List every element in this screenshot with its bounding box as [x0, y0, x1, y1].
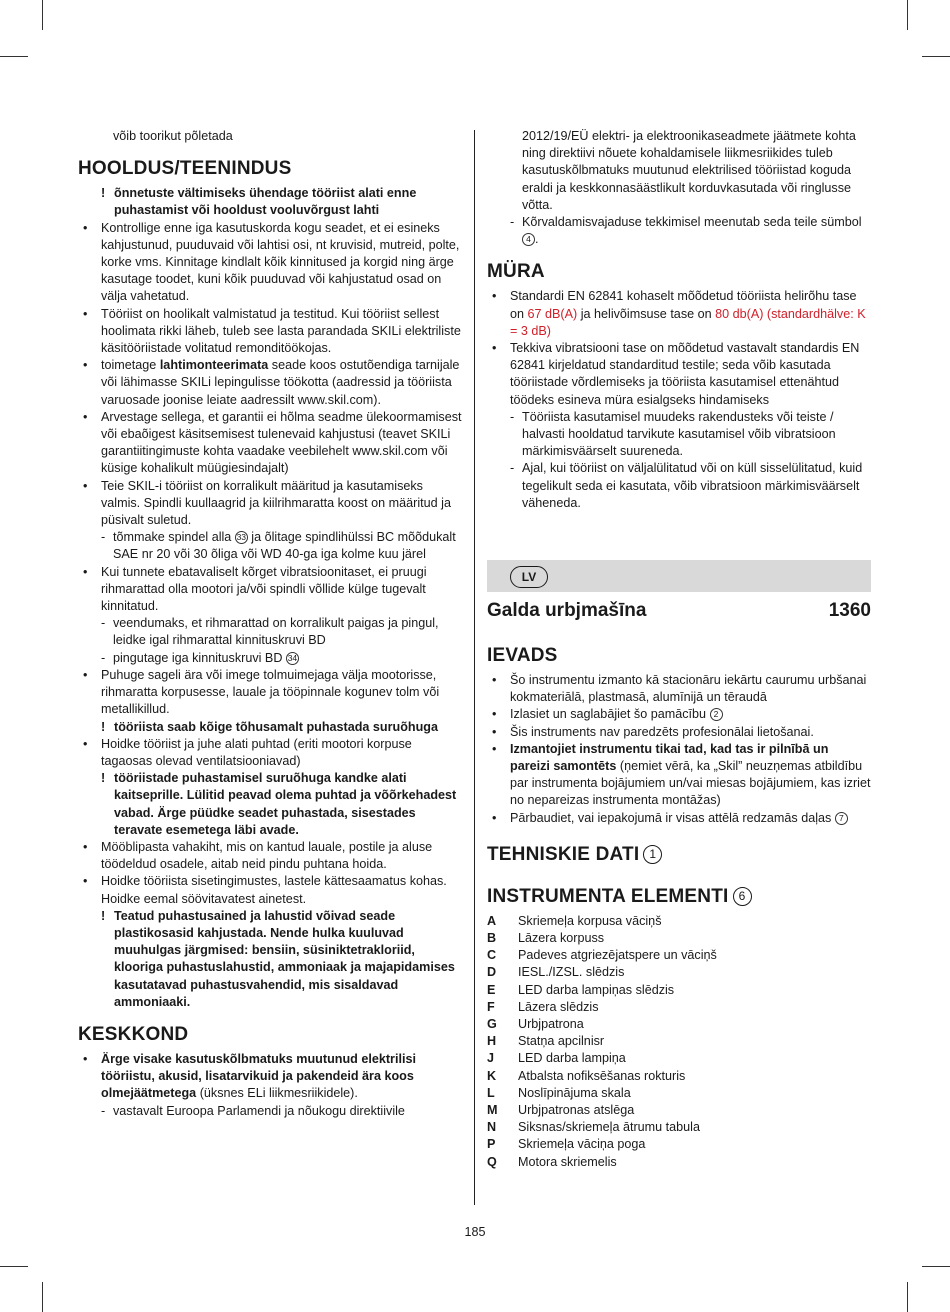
- heading-keskkond: KESKKOND: [78, 1023, 189, 1045]
- part-key: B: [487, 931, 497, 946]
- parts-list: [487, 913, 871, 1171]
- list-item: • Ärge visake kasutuskõlbmatuks muutunud elektrilisi tööriistu, akusid, lisatarvikuid ja pakendeid ära koos olmejäätmetega (üksnes ELi liikmesriikidele).: [83, 1051, 416, 1101]
- heading-ievads: IEVADS: [487, 645, 558, 666]
- part-label: LED darba lampiņas slēdzis: [518, 982, 675, 997]
- parts-list-item: [487, 1033, 871, 1050]
- list-item: • Izmantojiet instrumentu tikai tad, kad tas ir pilnībā un pareizi samontēts (ņemiet vērā, ka „Skil” neuzņemas atbildību par instrumenta bojājumiem un/vai miesas bojājumiem, kas izriet no nepareizas instrumenta montāžas): [492, 741, 871, 808]
- part-key: Q: [487, 1154, 497, 1169]
- product-number: 1360: [828, 600, 871, 621]
- part-key: K: [487, 1068, 497, 1083]
- list-item: • Šis instruments nav paredzēts profesionālai lietošanai.: [492, 724, 814, 739]
- parts-list-item: [487, 913, 871, 930]
- part-key: E: [487, 982, 496, 997]
- parts-list-item: [487, 947, 871, 964]
- part-key: C: [487, 948, 497, 963]
- part-key: D: [487, 965, 497, 980]
- ref-number: 7: [835, 812, 848, 825]
- ref-number: 34: [287, 652, 298, 663]
- part-label: Motora skriemelis: [518, 1154, 617, 1169]
- heading-elementi: INSTRUMENTA ELEMENTI 6: [487, 885, 871, 909]
- part-label: LED darba lampiņa: [518, 1051, 626, 1066]
- parts-list-item: [487, 1016, 871, 1033]
- part-key: F: [487, 999, 495, 1014]
- parts-list-item: [487, 982, 871, 999]
- part-label: Noslīpinājuma skala: [518, 1085, 631, 1100]
- ref-number: 2: [710, 708, 723, 721]
- sub-item: - tõmmake spindel alla 33 ja õlitage spindlihülssi BC mõõdukalt SAE nr 20 või 30 õliga või WD 40-ga iga kolme kuu järel: [101, 530, 456, 562]
- list-item: • Standardi EN 62841 kohaselt mõõdetud tööriista helirõhu tase on 67 dB(A) ja helivõimsuse tase on 80 db(A) (standardhälve: K = 3 dB): [492, 289, 866, 338]
- list-item: • Puhuge sageli ära või imege tolmuimejaga välja mootorisse, rihmaratta korpusesse, lauale ja tööpinnale kogunev tolm või metallikillud.: [83, 667, 440, 717]
- warning-item: ! õnnetuste vältimiseks ühendage tööriist alati enne puhastamist või hooldust vooluvõrgust lahti: [101, 186, 417, 218]
- sub-item: - vastavalt Euroopa Parlamendi ja nõukogu direktiivile: [101, 1103, 405, 1118]
- sub-item: - veendumaks, et rihmarattad on korralikult paigas ja pingul, leidke igal rihmarattal kinnituskruvi BD: [101, 616, 439, 648]
- product-title: Galda urbjmašīna: [487, 600, 647, 621]
- part-key: H: [487, 1034, 497, 1049]
- ref-number: 4: [522, 233, 535, 246]
- list-item: • Šo instrumentu izmanto kā stacionāru iekārtu caurumu urbšanai kokmateriālā, plastmasā, alumīnijā un tēraudā: [492, 673, 867, 705]
- list-item: • Pārbaudiet, vai iepakojumā ir visas attēlā redzamās daļas 7: [487, 810, 871, 827]
- list-item: • Hoidke tööriista sisetingimustes, lastele kättesaamatus kohas. Hoidke eemal söövitavatest ainetest.: [83, 874, 447, 906]
- list-item: • Teie SKIL-i tööriist on korralikult määritud ja kasutamiseks valmis. Spindli kuullaagrid ja kiilrihmaratta koost on määritud ja püsivalt suletud.: [83, 478, 451, 528]
- column-divider: [474, 130, 475, 1205]
- list-item: • Kontrollige enne iga kasutuskorda kogu seadet, et ei esineks kahjustunud, puuduvaid või lahtisi osi, nt kruvisid, mutreid, polte, korke vms. Kinnitage kindlalt kõik kinnitused ja korgid ning ärge kasutage toodet, kuni kõik puuduvad või kahjustatud osad on välja vahetatud.: [83, 220, 460, 304]
- parts-list-item: [487, 1102, 871, 1119]
- part-label: Lāzera korpuss: [518, 931, 605, 946]
- right-column: [487, 128, 871, 512]
- heading-mura: MÜRA: [487, 261, 545, 283]
- parts-list-item: [487, 1154, 871, 1171]
- sub-item: - Tööriista kasutamisel muudeks rakendusteks või teiste / halvasti hooldatud tarvikute kasutamisel võib vibratsioon märkimisväärselt suureneda.: [510, 409, 836, 459]
- parts-list-item: [487, 999, 871, 1016]
- list-item: • Hoidke tööriist ja juhe alati puhtad (eriti mootori korpuse tagaosas olevad ventilatsiooniavad): [83, 736, 412, 768]
- part-label: IESL./IZSL. slēdzis: [518, 965, 625, 980]
- parts-list-item: [487, 1119, 871, 1136]
- parts-list-item: [487, 964, 871, 981]
- crop-mark: [0, 1266, 28, 1267]
- ref-number: 1: [643, 845, 662, 864]
- page-number: 185: [464, 1225, 486, 1239]
- warning-item: ! tööriista saab kõige tõhusamalt puhastada suruõhuga: [101, 719, 438, 734]
- list-item: • Tööriist on hoolikalt valmistatud ja testitud. Kui tööriist sellest hoolimata rikki läheb, tuleb see lasta parandada SKILi elektriliste käsitööriistade volitatud remonditöökojas.: [83, 306, 461, 356]
- list-item: • Izlasiet un saglabājiet šo pamācību 2: [487, 706, 871, 723]
- sub-item: - Kõrvaldamisvajaduse tekkimisel meenutab seda teile sümbol 4 .: [510, 215, 862, 247]
- part-key: A: [487, 913, 497, 928]
- part-key: J: [487, 1051, 495, 1066]
- part-label: Atbalsta nofiksēšanas rokturis: [518, 1068, 686, 1083]
- part-label: Lāzera slēdzis: [518, 999, 599, 1014]
- parts-list-item: [487, 1050, 871, 1067]
- intro-line: võib toorikut põletada: [113, 129, 233, 143]
- parts-list-item: [487, 1068, 871, 1085]
- parts-list-item: [487, 1085, 871, 1102]
- part-label: Urbjpatrona: [518, 1017, 584, 1032]
- parts-list-item: [487, 930, 871, 947]
- left-column: [78, 128, 464, 1120]
- ref-number: 6: [733, 887, 752, 906]
- part-key: L: [487, 1085, 495, 1100]
- lv-section: [487, 600, 871, 1171]
- crop-mark: [922, 1266, 950, 1267]
- language-badge: LV: [510, 566, 548, 588]
- crop-mark: [42, 1282, 43, 1312]
- language-bar: [487, 560, 871, 592]
- list-item: • Arvestage sellega, et garantii ei hõlma seadme ülekoormamisest või ebaõigest käsitsemisest tulenevaid kahjustusi (teavet SKILi garantiitingimuste kohta vaadake veebilehelt www.skil.com või küsige kohalikult müügiesindajalt): [83, 409, 462, 476]
- heading-hooldus: HOOLDUS/TEENINDUS: [78, 158, 292, 180]
- list-item: • toimetage lahtimonteerimata seade koos ostutõendiga tarnijale või lähimasse SKILi lepingulisse töökotta (aadressid ja tööriista varuosade joonise leiate aadressilt www.skil.com).: [83, 358, 460, 407]
- part-label: Siksnas/skriemeļa ātrumu tabula: [518, 1120, 700, 1135]
- crop-mark: [42, 0, 43, 30]
- part-label: Urbjpatronas atslēga: [518, 1103, 635, 1118]
- warning-item: ! Teatud puhastusained ja lahustid võivad seade plastikosasid kahjustada. Nende hulka kuuluvad muuhulgas järgmised: bensiin, süsiniktetrakloriid, klooriga puhastuslahustid, ammoniaak ja majapidamises kasutatavad puhastusvahendid, mis sisaldavad ammoniaaki.: [101, 908, 455, 1009]
- part-key: G: [487, 1017, 497, 1032]
- part-label: Padeves atgriezējatspere un vāciņš: [518, 948, 717, 963]
- ref-number: 33: [236, 532, 247, 543]
- part-key: P: [487, 1137, 496, 1152]
- crop-mark: [922, 56, 950, 57]
- crop-mark: [0, 56, 28, 57]
- part-key: N: [487, 1120, 497, 1135]
- part-label: Skriemeļa vāciņa poga: [518, 1137, 646, 1152]
- part-label: Skriemeļa korpusa vāciņš: [518, 913, 662, 928]
- list-item: • Kui tunnete ebatavaliselt kõrget vibratsioonitaset, ei pruugi rihmarattad olla mootori ja/või spindli võllide külge tugevalt kinnitatud.: [83, 564, 427, 614]
- part-label: Statņa apcilnisr: [518, 1034, 605, 1049]
- list-item: • Mööblipasta vahakiht, mis on kantud lauale, postile ja aluse töödeldud osadele, aitab neid pindu puhtana hoida.: [83, 839, 433, 872]
- heading-tehniskie: TEHNISKIE DATI 1: [487, 843, 871, 867]
- sub-item: - Ajal, kui tööriist on väljalülitatud või on küll sisselülitatud, kuid tegelikult seda ei kasutata, võib vibratsioon märkimisväärselt väheneda.: [510, 461, 863, 510]
- crop-mark: [907, 1282, 908, 1312]
- warning-item: ! tööriistade puhastamisel suruõhuga kandke alati kaitseprille. Lülitid peavad olema puhtad ja võõrkehadest vabad. Ärge püüdke seadet puhastada, sisestades teravate esemetega läbi avade.: [101, 771, 457, 837]
- product-title-row: [487, 600, 871, 622]
- crop-mark: [907, 0, 908, 30]
- part-key: M: [487, 1103, 498, 1118]
- sub-item: - pingutage iga kinnituskruvi BD 34: [101, 650, 298, 665]
- list-item: • Tekkiva vibratsiooni tase on mõõdetud vastavalt standardis EN 62841 kirjeldatud standarditud testile; seda võib kasutada tööriistade võrdlemiseks ja tööriista kasutamisel ettenähtud töödeks esineva müra esialgseks hindamiseks: [492, 341, 860, 407]
- parts-list-item: [487, 1136, 871, 1153]
- continued-text: 2012/19/EÜ elektri- ja elektroonikaseadmete jäätmete kohta ning direktiivi nõuete kohaldamisele liikmesriikides tuleb kasutuskõlbmatuks muutunud elektrilised tööriistad koguda eraldi ja keskkonnasäästlikult korduvkasutada või ringlusse võtta.: [522, 129, 856, 212]
